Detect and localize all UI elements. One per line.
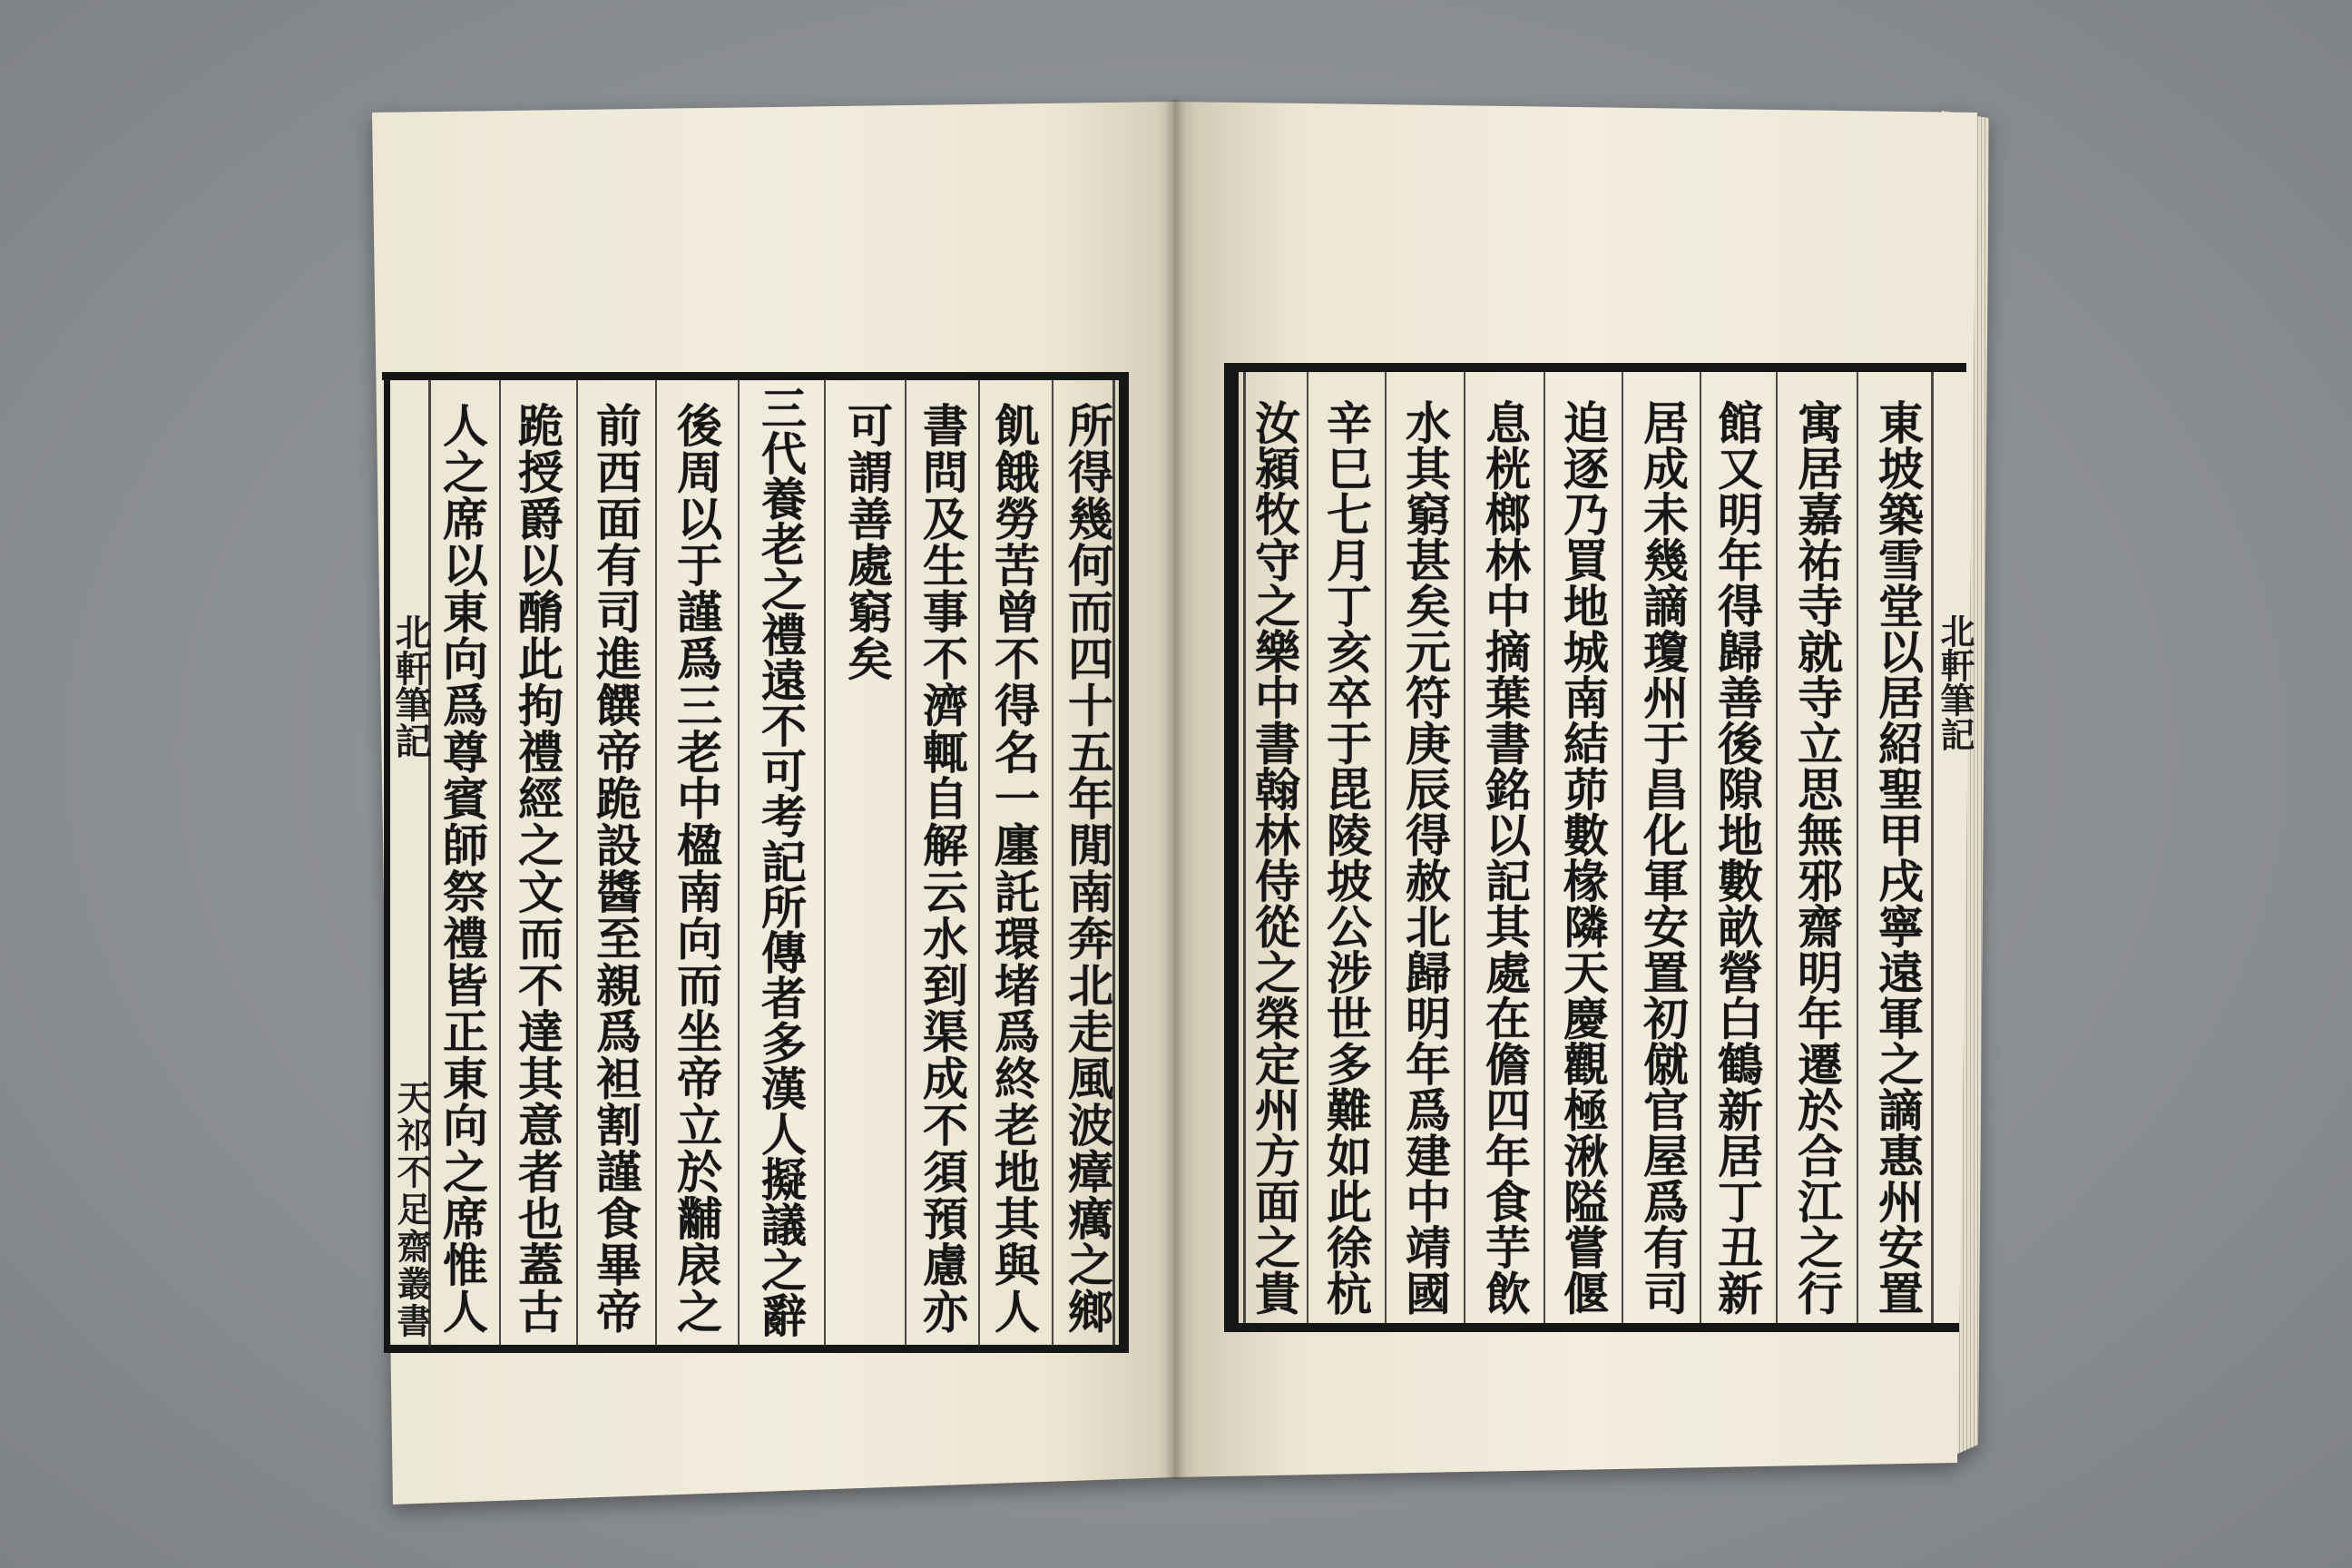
text-column: 所得幾何而四十五年閒南奔北走風波瘴癘之鄉 [1061, 402, 1114, 1335]
column-divider [1544, 372, 1545, 1323]
text-column: 三代養老之禮遠不可考記所傳者多漢人擬議之辭 [754, 385, 808, 1338]
text-column: 後周以于謹爲三老中楹南向而坐帝立於黼扆之 [670, 402, 723, 1335]
text-column: 居成未幾謫瓊州于昌化軍安置初僦官屋爲有司 [1636, 399, 1690, 1316]
column-divider [655, 379, 657, 1347]
column-divider [1385, 372, 1387, 1323]
text-column: 前西面有司進饌帝跪設醬至親爲袒割謹食畢帝 [589, 402, 642, 1335]
column-divider [1464, 372, 1465, 1323]
text-column: 水其窮甚矣元符庚辰得赦北歸明年爲建中靖國 [1398, 399, 1452, 1316]
frame-right-rule [1119, 372, 1129, 1353]
column-divider [824, 379, 826, 1347]
banxin-divider [1931, 372, 1934, 1323]
column-divider [905, 379, 906, 1347]
column-divider [1776, 372, 1778, 1323]
text-column: 汝潁牧守之樂中書翰林侍從之榮定州方面之貴 [1248, 399, 1301, 1316]
banxin-title: 北軒筆記 [389, 613, 432, 759]
column-divider [1857, 372, 1858, 1323]
column-divider [576, 379, 578, 1347]
text-column: 辛巳七月丁亥卒于毘陵坡公涉世多難如此徐杭 [1319, 399, 1373, 1316]
frame-bottom-rule [1224, 1323, 1959, 1332]
banxin-series-title: 天祁不足齋叢書 [391, 1080, 432, 1340]
column-divider [1622, 372, 1623, 1323]
text-column: 息桄榔林中摘葉書銘以記其處在儋四年食芋飲 [1478, 399, 1532, 1316]
text-column: 迫逐乃買地城南結茆數椽隣天慶觀極湫隘嘗偃 [1556, 399, 1610, 1316]
column-divider [1052, 379, 1054, 1347]
text-column: 館又明年得歸善後隙地數畝營白鶴新居丁丑新 [1710, 399, 1764, 1316]
text-column: 寓居嘉祐寺就寺立思無邪齋明年遷於合江之行 [1790, 399, 1844, 1316]
text-column: 跪授爵以酳此拘禮經之文而不達其意者也蓋古 [511, 402, 564, 1335]
book-spine [1165, 100, 1185, 1479]
column-divider [1700, 372, 1701, 1323]
column-divider [978, 379, 980, 1347]
text-column: 書問及生事不濟輒自解云水到渠成不須預慮亦 [916, 402, 969, 1335]
frame-top-rule [1224, 363, 1966, 372]
text-column: 飢餓勞苦曾不得名一廛託環堵爲終老地其與人 [987, 402, 1041, 1335]
text-column: 人之席以東向爲尊賓師祭禮皆正東向之席惟人 [436, 402, 489, 1335]
frame-top-rule [382, 372, 1129, 380]
frame-left-rule [1224, 363, 1239, 1332]
frame-bottom-rule [390, 1345, 1129, 1353]
text-column: 東坡築雪堂以居紹聖甲戌寧遠軍之謫惠州安置 [1871, 399, 1925, 1316]
column-divider [499, 379, 501, 1347]
column-divider [738, 379, 740, 1347]
banxin-title: 北軒筆記 [1935, 613, 1975, 751]
text-column: 可謂善處窮矣 [840, 402, 894, 682]
frame-left-rule [384, 379, 390, 1353]
column-divider [1307, 372, 1308, 1323]
frame-inner-rule [1243, 372, 1246, 1323]
